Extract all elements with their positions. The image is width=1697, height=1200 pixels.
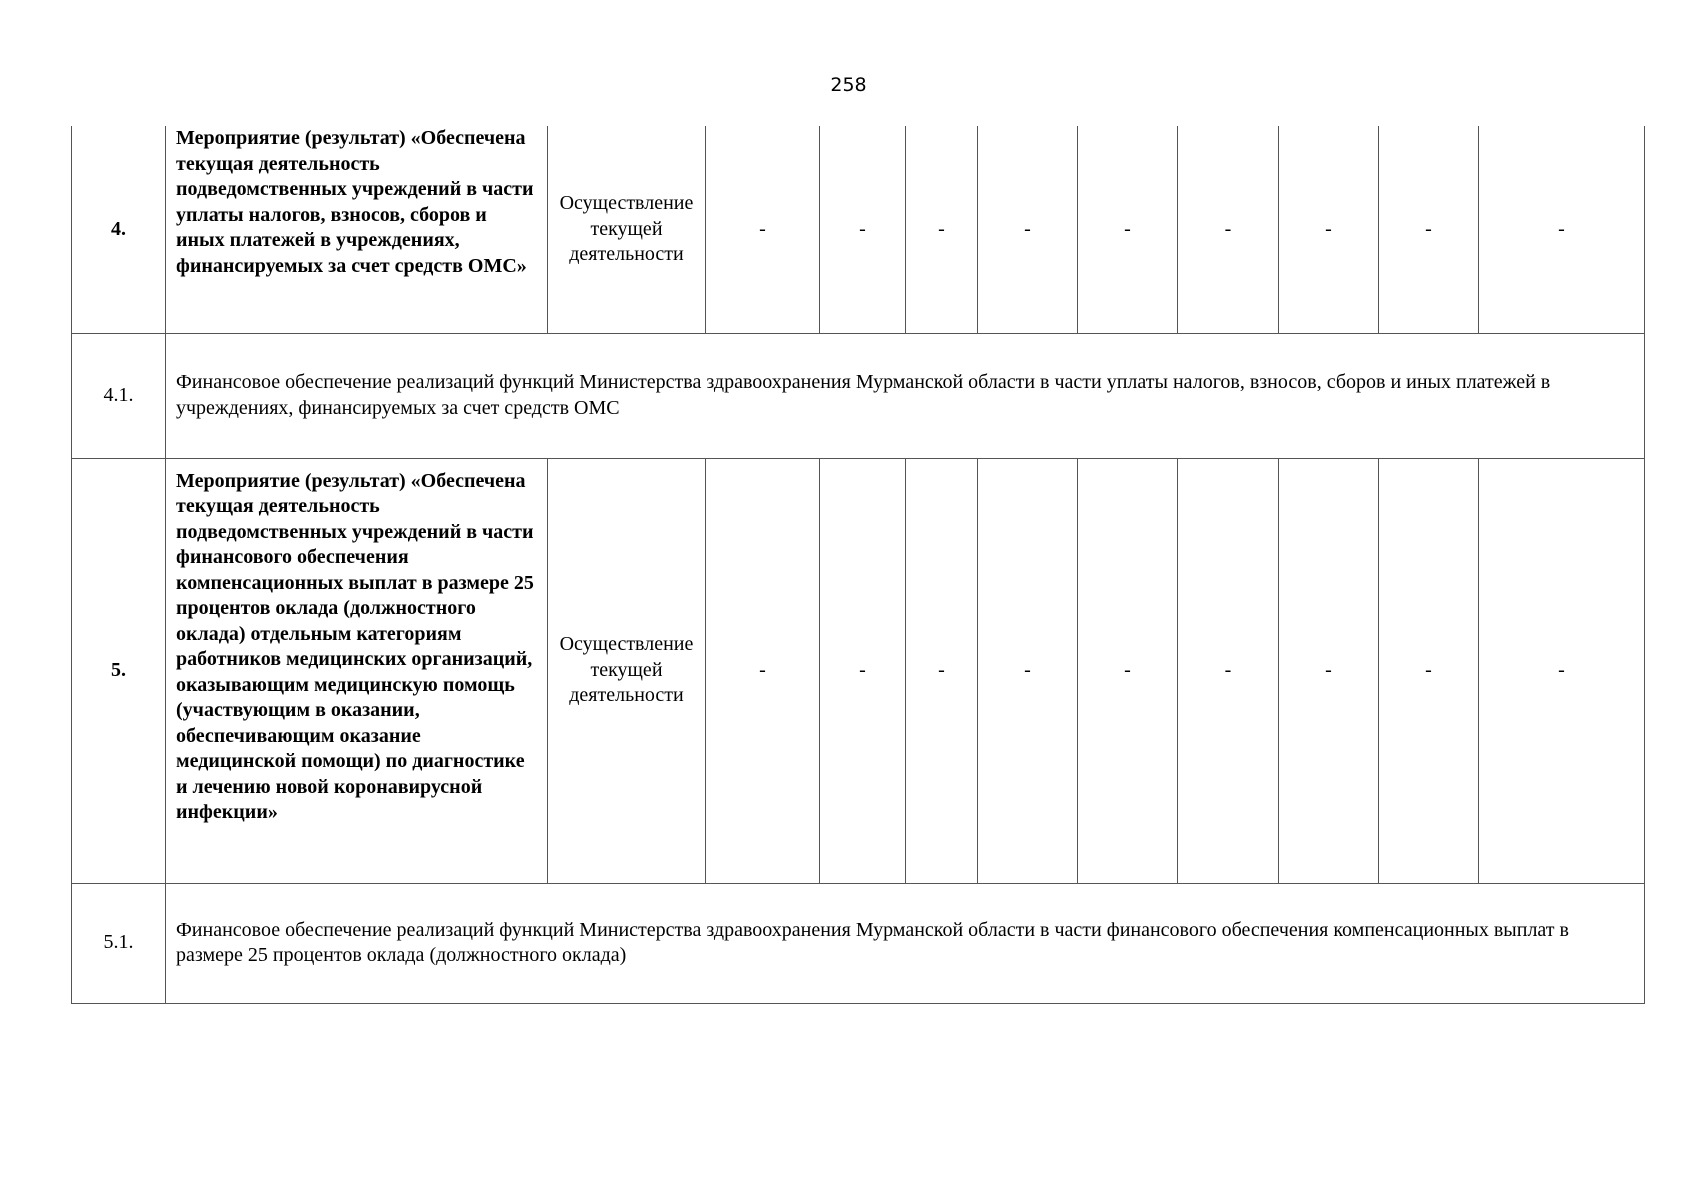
row-number: 5. <box>72 458 166 883</box>
value-cell: - <box>1178 458 1279 883</box>
row-number: 4. <box>72 126 166 333</box>
measures-table <box>71 126 1645 1004</box>
page-number: 258 <box>830 74 867 96</box>
measure-title: Мероприятие (результат) «Обеспечена текущая деятельность подведомственных учреждений в части уплаты налогов, взносов, сборов и иных платежей в учреждениях, финансируемых за счет средств ОМС» <box>166 126 548 333</box>
measure-description: Финансовое обеспечение реализаций функций Министерства здравоохранения Мурманской области в части уплаты налогов, взносов, сборов и иных платежей в учреждениях, финансируемых за счет средств ОМС <box>166 333 1645 458</box>
value-cell: - <box>906 126 978 333</box>
table-row <box>72 883 1645 1003</box>
row-number: 4.1. <box>72 333 166 458</box>
measure-title: Мероприятие (результат) «Обеспечена текущая деятельность подведомственных учреждений в части финансового обеспечения компенсационных выплат в размере 25 процентов оклада (должностного оклада) отдельным категориям работников медицинских организаций, оказывающим медицинскую помощь (участвующим в оказании, обеспечивающим оказание медицинской помощи) по диагностике и лечению новой коронавирусной инфекции» <box>166 458 548 883</box>
measure-description: Финансовое обеспечение реализаций функций Министерства здравоохранения Мурманской области в части финансового обеспечения компенсационных выплат в размере 25 процентов оклада (должностного оклада) <box>166 883 1645 1003</box>
row-number: 5.1. <box>72 883 166 1003</box>
value-cell: - <box>1379 126 1479 333</box>
value-cell: - <box>1078 458 1178 883</box>
value-cell: - <box>1479 126 1645 333</box>
value-cell: - <box>906 458 978 883</box>
activity-type: Осуществление текущей деятельности <box>548 458 706 883</box>
value-cell: - <box>1279 458 1379 883</box>
table-row <box>72 458 1645 883</box>
value-cell: - <box>1479 458 1645 883</box>
table-row <box>72 126 1645 333</box>
value-cell: - <box>820 126 906 333</box>
value-cell: - <box>706 126 820 333</box>
value-cell: - <box>978 458 1078 883</box>
value-cell: - <box>978 126 1078 333</box>
value-cell: - <box>1178 126 1279 333</box>
table-row <box>72 333 1645 458</box>
value-cell: - <box>1379 458 1479 883</box>
activity-type: Осуществление текущей деятельности <box>548 126 706 333</box>
value-cell: - <box>820 458 906 883</box>
value-cell: - <box>1078 126 1178 333</box>
value-cell: - <box>1279 126 1379 333</box>
value-cell: - <box>706 458 820 883</box>
